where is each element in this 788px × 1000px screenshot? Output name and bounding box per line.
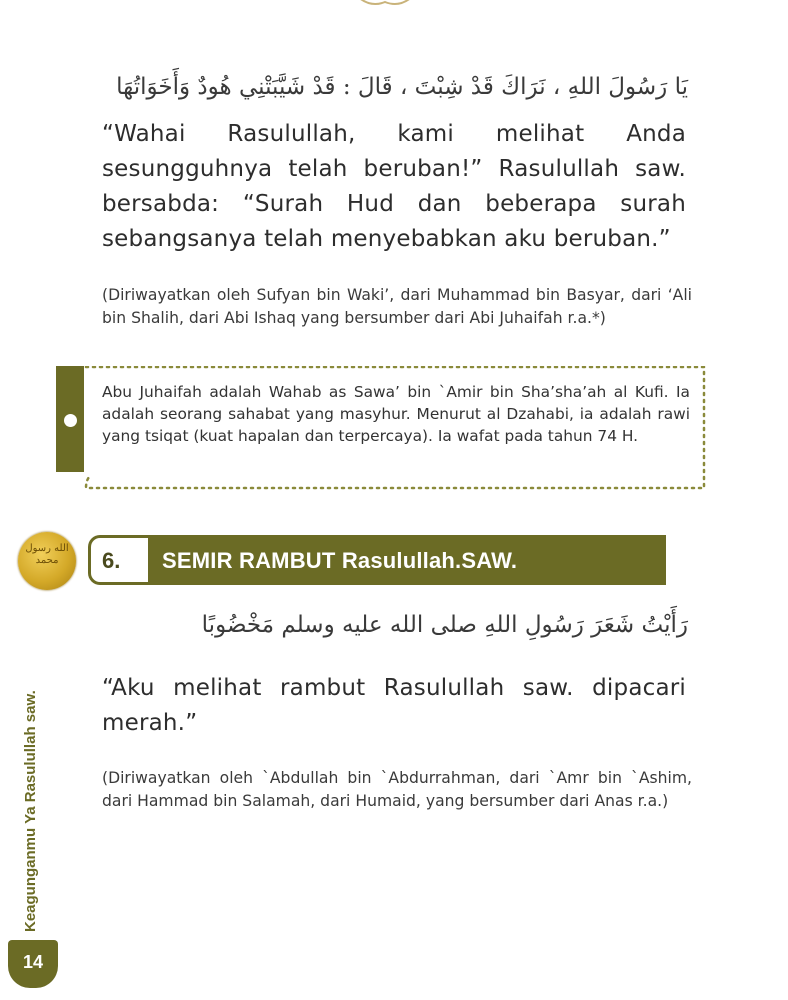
arabic-text-2: رَأَيْتُ شَعَرَ رَسُولِ اللهِ صلى الله عليه وسلم مَخْضُوبًا bbox=[201, 612, 688, 638]
book-title-vertical: Keagunganmu Ya Rasulullah saw. bbox=[22, 690, 39, 932]
citation-2: (Diriwayatkan oleh `Abdullah bin `Abdurrahman, dari `Amr bin `Ashim, dari Hammad bin Salamah, dari Humaid, yang bersumber dari Anas r.a.) bbox=[102, 769, 692, 810]
citation-1: (Diriwayatkan oleh Sufyan bin Waki’, dari Muhammad bin Basyar, dari ‘Ali bin Shalih, dari Abi Ishaq yang bersumber dari Abi Juhaifah r.a.*) bbox=[102, 286, 692, 327]
quote-1: “Wahai Rasulullah, kami melihat Anda sesungguhnya telah beruban!” Rasulullah saw. bersabda: “Surah Hud dan beberapa surah sebangsanya telah menyebabkan aku beruban.” bbox=[102, 121, 686, 252]
seal-text: الله رسول محمد bbox=[25, 543, 69, 566]
bullet-icon bbox=[64, 414, 77, 427]
section-header bbox=[18, 526, 666, 596]
quote-2: “Aku melihat rambut Rasulullah saw. dipacari merah.” bbox=[102, 675, 686, 736]
note-text: Abu Juhaifah adalah Wahab as Sawa’ bin `Amir bin Sha’sha’ah al Kufi. Ia adalah seorang sahabat yang masyhur. Menurut al Dzahabi, ia adalah rawi yang tsiqat (kuat hapalan dan terpercaya). Ia wafat pada tahun 74 H. bbox=[102, 383, 690, 445]
arabic-text-1: يَا رَسُولَ اللهِ ، نَرَاكَ قَدْ شِبْتَ ، قَالَ : قَدْ شَيَّبَتْنِي هُودٌ وَأَخَوَاتُهَا bbox=[116, 74, 688, 100]
note-box bbox=[56, 366, 706, 490]
section-number: 6. bbox=[102, 548, 121, 573]
section-title: SEMIR RAMBUT Rasulullah.SAW. bbox=[162, 548, 518, 573]
page-number: 14 bbox=[22, 952, 44, 972]
top-ornament-icon bbox=[355, 0, 415, 8]
